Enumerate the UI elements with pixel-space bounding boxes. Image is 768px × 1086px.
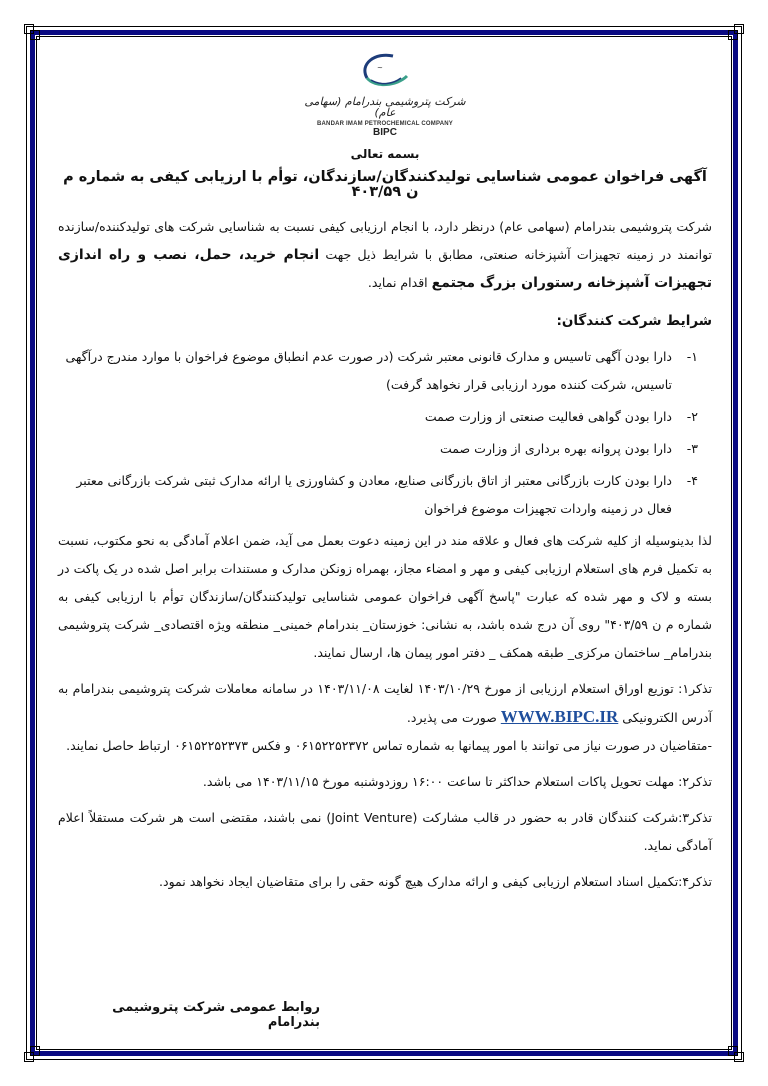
note-4: تذکر۴:تکمیل اسناد استعلام ارزیابی کیفی و ارائه مدارک هیچ گونه حقی را برای متقاضیان ایجاد نخواهد نمود. [159, 873, 712, 889]
frame-corner [30, 30, 40, 40]
condition-number: ۳- [686, 440, 698, 456]
intro-text-end: اقدام نماید. [367, 275, 432, 290]
announcement-title: آگهی فراخوان عمومی شناسایی تولیدکنندگان/سازندگان، توأم با ارزیابی کیفی به شماره م ن ۴۰۳/۵۹ [63, 169, 707, 200]
bipc-website-link[interactable]: WWW.BIPC.IR [500, 706, 619, 726]
condition-number: ۱- [686, 348, 698, 364]
condition-text: دارا بودن پروانه بهره برداری از وزارت صمت [439, 440, 672, 456]
condition-text: دارا بودن آگهی تاسیس و مدارک قانونی معتبر شرکت (در صورت عدم انطباق موضوع فراخوان با موارد مندرج درآگهی تاسیس، شرکت کننده مورد ارزیابی قرار نخواهد گرفت) [65, 348, 672, 392]
frame-corner [728, 30, 738, 40]
logo-company-name-en: BANDAR IMAM PETROCHEMICAL COMPANY [316, 121, 454, 127]
conditions-heading: شرایط شرکت کنندگان: [556, 313, 712, 329]
signature-public-relations: روابط عمومی شرکت پتروشیمی بندرامام [112, 1000, 320, 1030]
invitation-paragraph: لذا بدینوسیله از کلیه شرکت های فعال و علاقه مند در این زمینه دعوت بعمل می آید، ضمن اعلام آمادگی به نحو مکتوب، نسبت به تکمیل فرم های استعلام ارزیابی کیفی و مهر و امضاء مجاز، بهمراه زونکن مدارک و مستندات برابر اصل شده در یک پاکت در بسته و لاک و مهر شده که عبارت "پاسخ آگهی فراخوان عمومی شناسایی تولیدکنندگان/سازندگان توأم با ارزیابی کیفی به شماره م ن ۴۰۳/۵۹" روی آن درج شده باشد، به نشانی: خوزستان_ بندرامام خمینی_ منطقه ویژه اقتصادی_ شرکت پتروشیمی بندرامام_ ساختمان مرکزی_ طبقه همکف _ دفتر امور پیمان ها، ارسال نمایند. [58, 532, 713, 660]
company-logo [295, 50, 475, 138]
frame-corner [30, 1046, 40, 1056]
note-3: تذکر۳:شرکت کنندگان قادر به حضور در قالب مشارکت (Joint Venture) نمی باشند، مقتضی است هر شرکت مستقلاً اعلام آمادگی نماید. [58, 809, 712, 853]
condition-number: ۴- [686, 472, 698, 488]
announcement-document [58, 50, 712, 896]
contact-info: -متقاضیان در صورت نیاز می توانند با امور پیمانها به شماره تماس ۰۶۱۵۲۲۵۲۳۷۲ و فکس ۰۶۱۵۲۲۵۲۳۷۳ ارتباط حاصل نمایند. [66, 737, 712, 753]
frame-corner [728, 1046, 738, 1056]
intro-bold-subject: انجام خرید، حمل، نصب و راه اندازی تجهیزات آشپزخانه رستوران بزرگ مجتمع [58, 247, 712, 291]
logo-emblem-icon [353, 50, 417, 94]
logo-abbreviation: BIPC [373, 127, 397, 138]
condition-item [58, 467, 698, 523]
note-1-text-end: صورت می پذیرد. [406, 709, 501, 725]
intro-paragraph [58, 213, 712, 297]
svg-text:~: ~ [377, 64, 383, 72]
logo-company-name-fa: شرکت پتروشیمی بندرامام (سهامی عام) [304, 95, 466, 119]
note-1 [58, 675, 712, 732]
condition-text: دارا بودن گواهی فعالیت صنعتی از وزارت صمت [424, 408, 672, 424]
condition-text: دارا بودن کارت بازرگانی معتبر از اتاق بازرگانی صنایع، معادن و کشاورزی یا ارائه مدارک ثبتی شرکت بازرگانی معتبر فعال در زمینه واردات تجهیزات موضوع فراخوان [76, 472, 672, 516]
condition-item [58, 403, 698, 431]
condition-item [58, 343, 698, 399]
bismillah-heading: بسمه تعالی [350, 147, 420, 161]
intro-text: شرکت پتروشیمی بندرامام (سهامی عام) درنظر دارد، با انجام ارزیابی کیفی نسبت به شناسایی شرکت های تولیدکننده/سازنده توانمند در زمینه تجهیزات آشپزخانه صنعتی، مطابق با شرایط ذیل جهت [58, 219, 713, 262]
note-1-text: تذکر۱: توزیع اوراق استعلام ارزیابی از مورخ ۱۴۰۳/۱۰/۲۹ لغایت ۱۴۰۳/۱۱/۰۸ در سامانه معاملات شرکت پتروشیمی بندرامام به آدرس الکترونیکی [58, 680, 712, 725]
condition-item [58, 435, 698, 463]
conditions-list [58, 343, 712, 523]
condition-number: ۲- [686, 408, 698, 424]
note-2: تذکر۲: مهلت تحویل پاکات استعلام حداکثر تا ساعت ۱۶:۰۰ روزدوشنبه مورخ ۱۴۰۳/۱۱/۱۵ می باشد. [202, 773, 712, 789]
